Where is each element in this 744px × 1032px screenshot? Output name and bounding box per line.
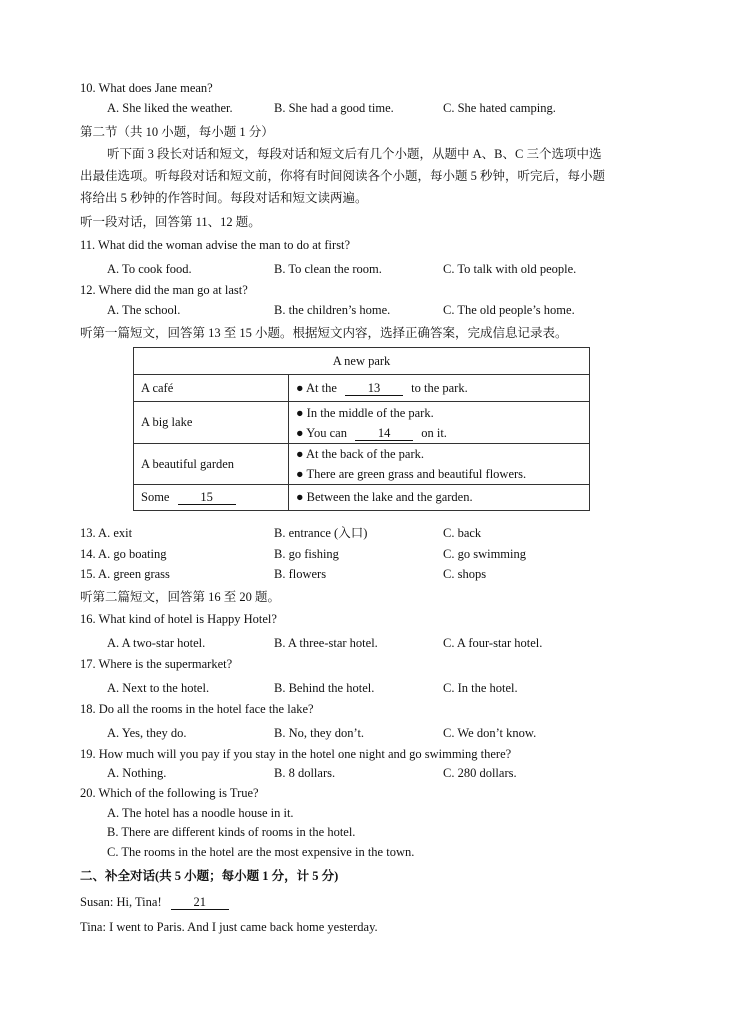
table-row3-info [289, 444, 590, 485]
section2-instruction-line1: 听下面 3 段长对话和短文，每段对话和短文后有几个小题，从题中 A、B、C 三个选项中选 [107, 147, 602, 161]
q16-option-a: A. A two-star hotel. [107, 636, 206, 650]
question-18: 18. Do all the rooms in the hotel face the lake? [80, 702, 314, 716]
dialog1-header: 听一段对话，回答第 11、12 题。 [80, 215, 261, 229]
q10-option-a: A. She liked the weather. [107, 101, 233, 115]
question-19: 19. How much will you pay if you stay in the hotel one night and go swimming there? [80, 747, 512, 761]
q11-option-a: A. To cook food. [107, 262, 192, 276]
row3-line2: ● There are green grass and beautiful flowers. [296, 467, 527, 481]
row2-prefix: ● You can [296, 425, 347, 440]
table-row1-info [289, 375, 590, 402]
blank-21: 21 [171, 895, 229, 910]
table-title: A new park [134, 348, 590, 375]
q12-option-c: C. The old people’s home. [443, 303, 575, 317]
susan-line [80, 894, 229, 910]
q20-option-c: C. The rooms in the hotel are the most expensive in the town. [107, 845, 415, 859]
q14-option-a: 14. A. go boating [80, 547, 167, 561]
q18-option-c: C. We don’t know. [443, 726, 537, 740]
section2-instruction-line2: 出最佳选项。听每段对话和短文前，你将有时间阅读各个小题，每小题 5 秒钟，听完后，每小题 [80, 169, 606, 183]
question-12: 12. Where did the man go at last? [80, 283, 248, 297]
q12-option-b: B. the children’s home. [274, 303, 391, 317]
question-11: 11. What did the woman advise the man to do at first? [80, 238, 351, 252]
table-row1-label: A café [134, 375, 289, 402]
q17-option-c: C. In the hotel. [443, 681, 518, 695]
q18-option-a: A. Yes, they do. [107, 726, 187, 740]
table-row2-info [289, 402, 590, 444]
q12-option-a: A. The school. [107, 303, 181, 317]
question-17: 17. Where is the supermarket? [80, 657, 233, 671]
row2-line1: ● In the middle of the park. [296, 405, 434, 420]
q20-option-a: A. The hotel has a noodle house in it. [107, 806, 294, 820]
q13-option-b: B. entrance (入口) [274, 526, 368, 540]
row3-line1: ● At the back of the park. [296, 447, 424, 461]
row2-line2 [296, 423, 582, 443]
q10-option-c: C. She hated camping. [443, 101, 556, 115]
q15-option-b: B. flowers [274, 567, 327, 581]
blank-13: 13 [345, 381, 403, 396]
question-10: 10. What does Jane mean? [80, 81, 213, 95]
question-16: 16. What kind of hotel is Happy Hotel? [80, 612, 277, 626]
susan-text: Susan: Hi, Tina! [80, 895, 162, 909]
info-table [133, 347, 590, 511]
q17-option-b: B. Behind the hotel. [274, 681, 375, 695]
q17-option-a: A. Next to the hotel. [107, 681, 210, 695]
q19-option-c: C. 280 dollars. [443, 766, 517, 780]
q13-option-a: 13. A. exit [80, 526, 133, 540]
tina-line: Tina: I went to Paris. And I just came back home yesterday. [80, 920, 378, 934]
blank-15: 15 [178, 490, 236, 505]
passage1-header: 听第一篇短文，回答第 13 至 15 小题。根据短文内容，选择正确答案，完成信息记录表。 [80, 326, 568, 340]
q14-option-b: B. go fishing [274, 547, 339, 561]
q18-option-b: B. No, they don’t. [274, 726, 365, 740]
row4-prefix: Some [141, 490, 170, 504]
q14-option-c: C. go swimming [443, 547, 526, 561]
q11-option-c: C. To talk with old people. [443, 262, 577, 276]
table-row4-label [134, 485, 289, 511]
q15-option-a: 15. A. green grass [80, 567, 170, 581]
table-row2-label: A big lake [134, 402, 289, 444]
row2-suffix: on it. [421, 425, 447, 440]
table-row4-info: ● Between the lake and the garden. [289, 485, 590, 511]
passage2-header: 听第二篇短文，回答第 16 至 20 题。 [80, 590, 281, 604]
q10-option-b: B. She had a good time. [274, 101, 394, 115]
section2-title: 第二节（共 10 小题，每小题 1 分） [80, 125, 274, 139]
section2-instruction-line3: 将给出 5 秒钟的作答时间。每段对话和短文读两遍。 [80, 191, 368, 205]
row1-suffix: to the park. [411, 380, 468, 395]
q11-option-b: B. To clean the room. [274, 262, 382, 276]
q16-option-b: B. A three-star hotel. [274, 636, 378, 650]
question-20: 20. Which of the following is True? [80, 786, 259, 800]
q19-option-a: A. Nothing. [107, 766, 167, 780]
q16-option-c: C. A four-star hotel. [443, 636, 543, 650]
q15-option-c: C. shops [443, 567, 487, 581]
q13-option-c: C. back [443, 526, 482, 540]
table-row3-label: A beautiful garden [134, 444, 289, 485]
row1-prefix: ● At the [296, 380, 337, 395]
q20-option-b: B. There are different kinds of rooms in the hotel. [107, 825, 356, 839]
blank-14: 14 [355, 426, 413, 441]
part2-title: 二、补全对话(共 5 小题；每小题 1 分，计 5 分) [80, 869, 339, 883]
q19-option-b: B. 8 dollars. [274, 766, 336, 780]
